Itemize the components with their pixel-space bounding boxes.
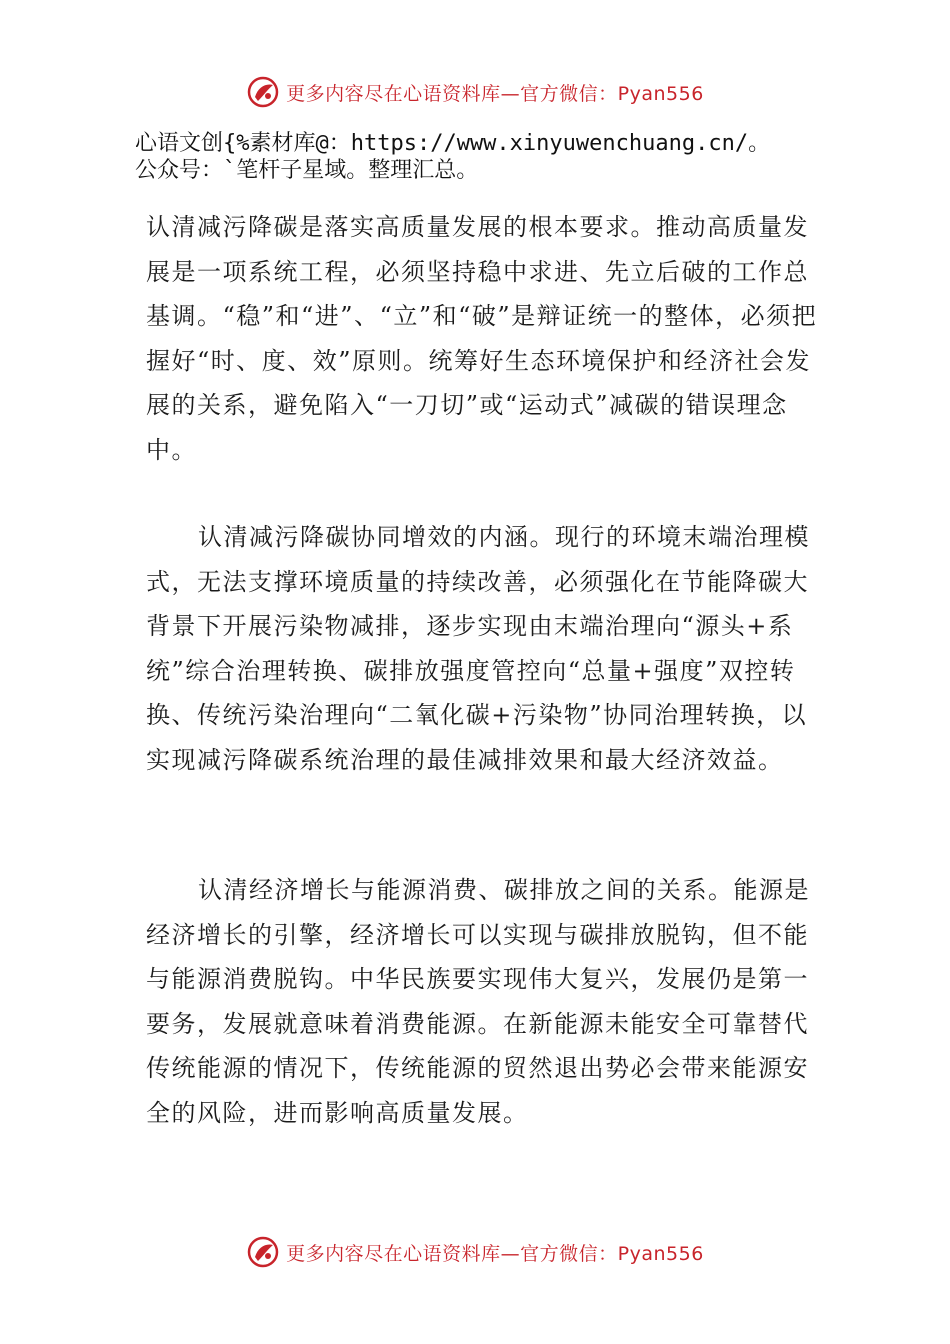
stamp-seal-icon	[246, 1235, 280, 1269]
header-watermark	[0, 72, 950, 112]
watermark-text: 更多内容尽在心语资料库—官方微信：Pyan556	[286, 1242, 704, 1265]
footer-watermark	[0, 1232, 950, 1272]
watermark-text: 更多内容尽在心语资料库—官方微信：Pyan556	[286, 82, 704, 105]
paragraph-2: 认清减污降碳协同增效的内涵。现行的环境末端治理模式，无法支撑环境质量的持续改善，必须强化在节能降碳大背景下开展污染物减排，逐步实现由末端治理向“源头+系统”综合治理转换、碳排放强度管控向“总量+强度”双控转换、传统污染治理向“二氧化碳+污染物”协同治理转换，以实现减污降碳系统治理的最佳减排效果和最大经济效益。	[146, 523, 810, 774]
source-note	[135, 130, 825, 184]
paragraph-3: 认清经济增长与能源消费、碳排放之间的关系。能源是经济增长的引擎，经济增长可以实现与碳排放脱钩，但不能与能源消费脱钩。中华民族要实现伟大复兴，发展仍是第一要务，发展就意味着消费能源。在新能源未能安全可靠替代传统能源的情况下，传统能源的贸然退出势必会带来能源安全的风险，进而影响高质量发展。	[146, 876, 810, 1127]
source-note-line2: 公众号：`笔杆子星域。整理汇总。	[135, 158, 479, 183]
paragraph-1: 认清减污降碳是落实高质量发展的根本要求。推动高质量发展是一项系统工程，必须坚持稳中求进、先立后破的工作总基调。“稳”和“进”、“立”和“破”是辩证统一的整体，必须把握好“时、度、效”原则。统筹好生态环境保护和经济社会发展的关系，避免陷入“一刀切”或“运动式”减碳的错误理念中。	[146, 213, 818, 464]
source-note-line1: 心语文创{%素材库@：https://www.xinyuwenchuang.cn/。	[135, 131, 771, 156]
stamp-seal-icon	[246, 75, 280, 109]
